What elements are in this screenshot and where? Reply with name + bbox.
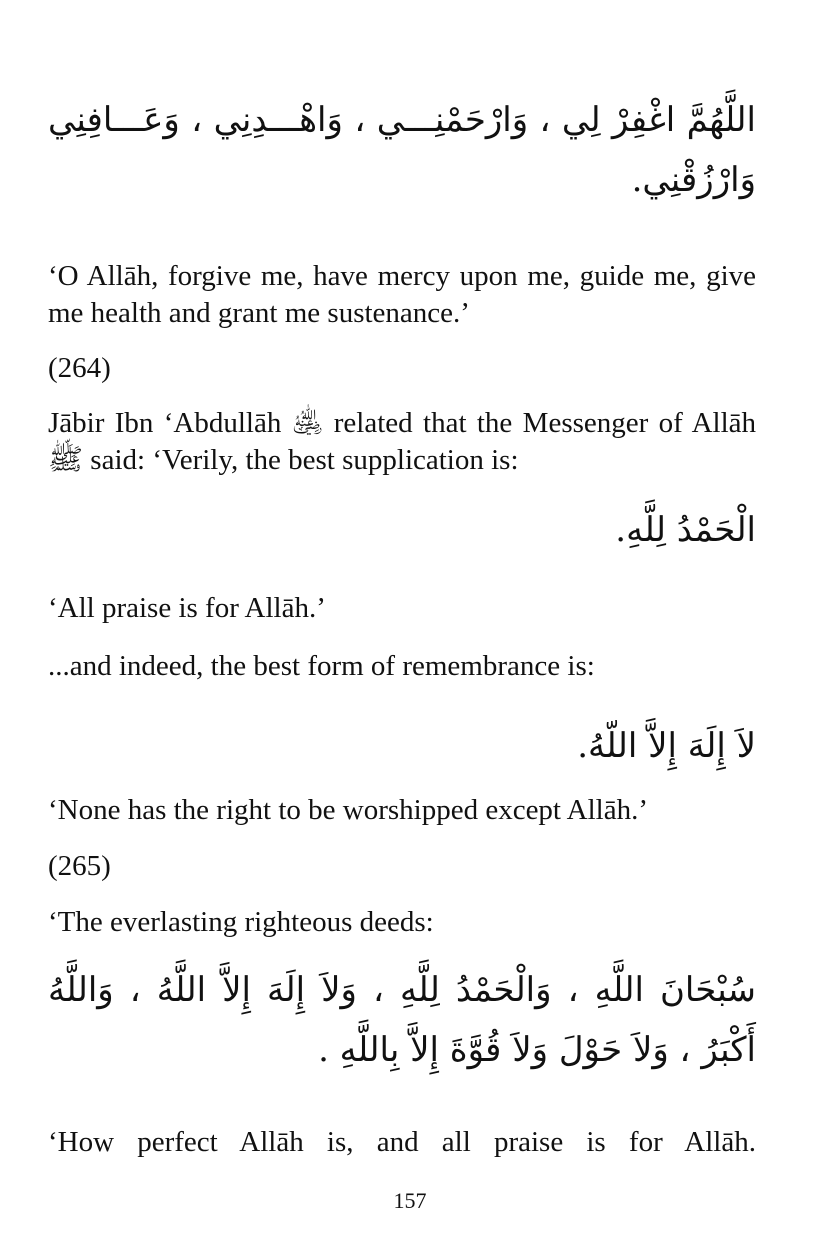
translation-4-partial: ‘How perfect Allāh is, and all praise is for Allāh.	[48, 1126, 756, 1158]
hadith-number-264: (264)	[48, 352, 111, 384]
arabic-supplication-4: سُبْحَانَ اللَّهِ ، وَالْحَمْدُ لِلَّهِ ، وَلاَ إِلَهَ إِلاَّ اللَّهُ ، وَاللَّهُ أَكْبَرُ ، وَلاَ حَوْلَ وَلاَ قُوَّةَ إِلاَّ بِاللَّهِ .	[48, 970, 756, 1070]
page-number: 157	[393, 1188, 427, 1213]
translation-2: ‘All praise is for Allāh.’	[48, 592, 326, 624]
arabic-supplication-1: اللَّهُمَّ اغْفِرْ لِي ، وَارْحَمْنِـــي ، وَاهْـــدِنِي ، وَعَـــافِنِي وَارْزُقْنِي.	[48, 100, 756, 200]
document-page	[48, 0, 756, 1256]
arabic-supplication-2: الْحَمْدُ لِلَّهِ.	[615, 510, 756, 550]
translation-1: ‘O Allāh, forgive me, have mercy upon me, guide me, give me health and grant me sustenance.’	[48, 260, 756, 329]
intro-265: ‘The everlasting righteous deeds:	[48, 906, 434, 938]
arabic-supplication-3: لاَ إِلَهَ إِلاَّ اللّهُ.	[577, 726, 756, 766]
hadith-number-265: (265)	[48, 850, 111, 882]
narration-264: Jābir Ibn ‘Abdullāh ﵁ related that the Messenger of Allāh ﷺ said: ‘Verily, the best supplication is:	[48, 407, 756, 476]
translation-3: ‘None has the right to be worshipped except Allāh.’	[48, 794, 648, 826]
continuation-text: ...and indeed, the best form of remembrance is:	[48, 650, 595, 682]
